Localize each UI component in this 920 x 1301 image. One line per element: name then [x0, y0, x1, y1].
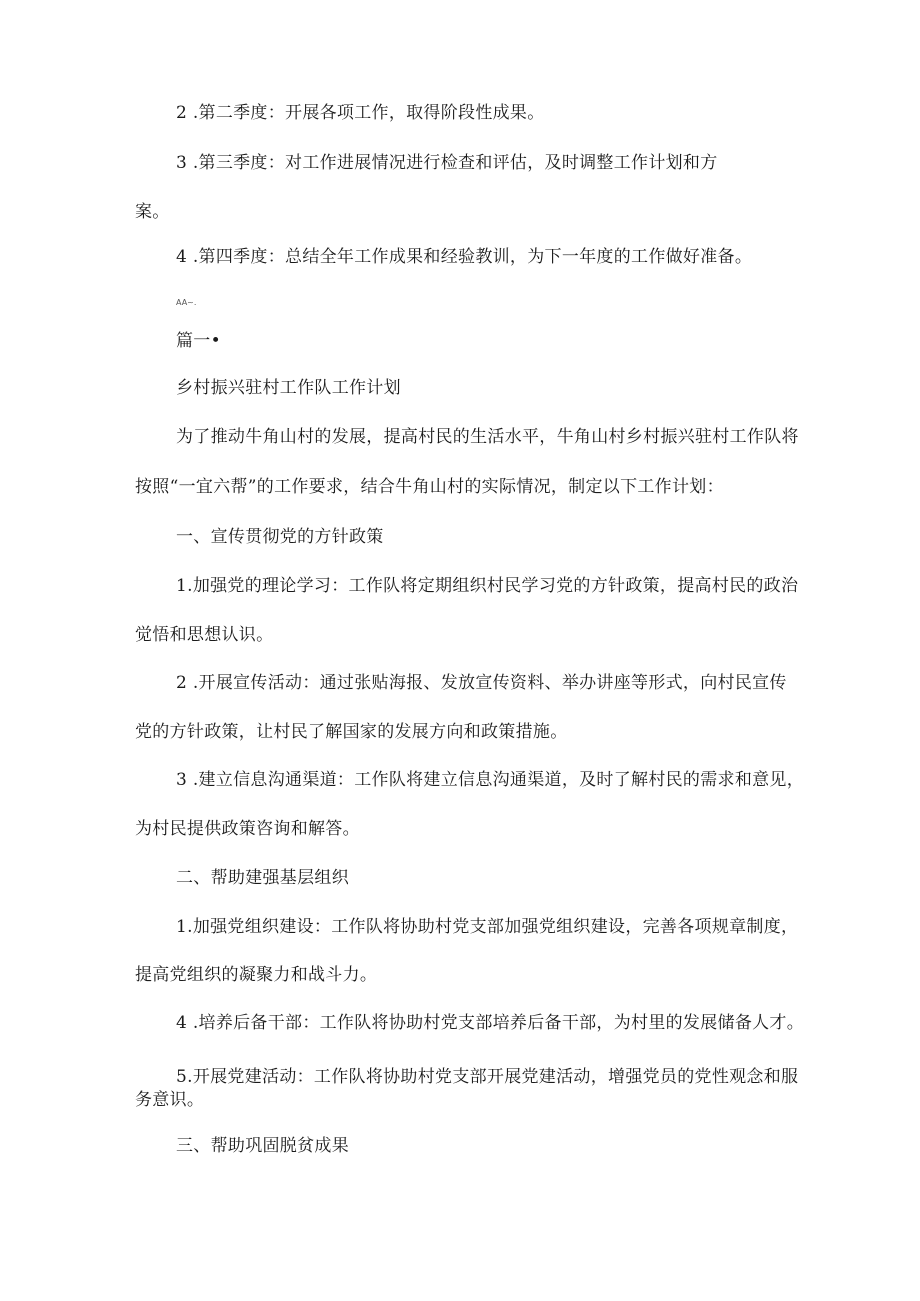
paragraph-line: 务意识。 — [135, 1090, 205, 1110]
section-heading: 一、宣传贯彻党的方针政策 — [176, 527, 384, 547]
section-heading: 二、帮助建强基层组织 — [176, 868, 349, 888]
section-heading: 三、帮助巩固脱贫成果 — [176, 1136, 349, 1156]
paragraph-line: 2 .开展宣传活动：通过张贴海报、发放宣传资料、举办讲座等形式，向村民宣传 — [176, 673, 787, 693]
paragraph-line: 党的方针政策，让村民了解国家的发展方向和政策措施。 — [135, 722, 568, 742]
paragraph-line: 4 .第四季度：总结全年工作成果和经验教训，为下一年度的工作做好准备。 — [176, 247, 753, 267]
paragraph-line: 4 .培养后备干部：工作队将协助村党支部培养后备干部，为村里的发展储备人才。 — [176, 1013, 805, 1033]
paragraph-line: 5.开展党建活动：工作队将协助村党支部开展党建活动，增强党员的党性观念和服 — [176, 1067, 799, 1087]
paragraph-line: 3 .建立信息沟通渠道：工作队将建立信息沟通渠道，及时了解村民的需求和意见， — [176, 770, 805, 790]
document-title: 乡村振兴驻村工作队工作计划 — [176, 378, 401, 398]
paragraph-line: 2 .第二季度：开展各项工作，取得阶段性成果。 — [176, 103, 545, 123]
paragraph-line: 1.加强党的理论学习：工作队将定期组织村民学习党的方针政策，提高村民的政治 — [176, 576, 799, 596]
paragraph-line: 1.加强党组织建设：工作队将协助村党支部加强党组织建设，完善各项规章制度， — [176, 917, 799, 937]
paragraph-line: 为村民提供政策咨询和解答。 — [135, 819, 360, 839]
paragraph-line: 为了推动牛角山村的发展，提高村民的生活水平，牛角山村乡村振兴驻村工作队将 — [176, 427, 799, 447]
paragraph-line: 觉悟和思想认识。 — [135, 625, 274, 645]
stray-mark: AA~. — [176, 298, 197, 307]
paragraph-line: 提高党组织的凝聚力和战斗力。 — [135, 965, 378, 985]
paragraph-line: 案。 — [135, 202, 170, 222]
paragraph-line: 按照“一宜六帮”的工作要求，结合牛角山村的实际情况，制定以下工作计划： — [135, 477, 724, 497]
paragraph-line: 3 .第三季度：对工作进展情况进行检查和评估，及时调整工作计划和方 — [176, 153, 718, 173]
section-marker: 篇一• — [176, 331, 221, 351]
